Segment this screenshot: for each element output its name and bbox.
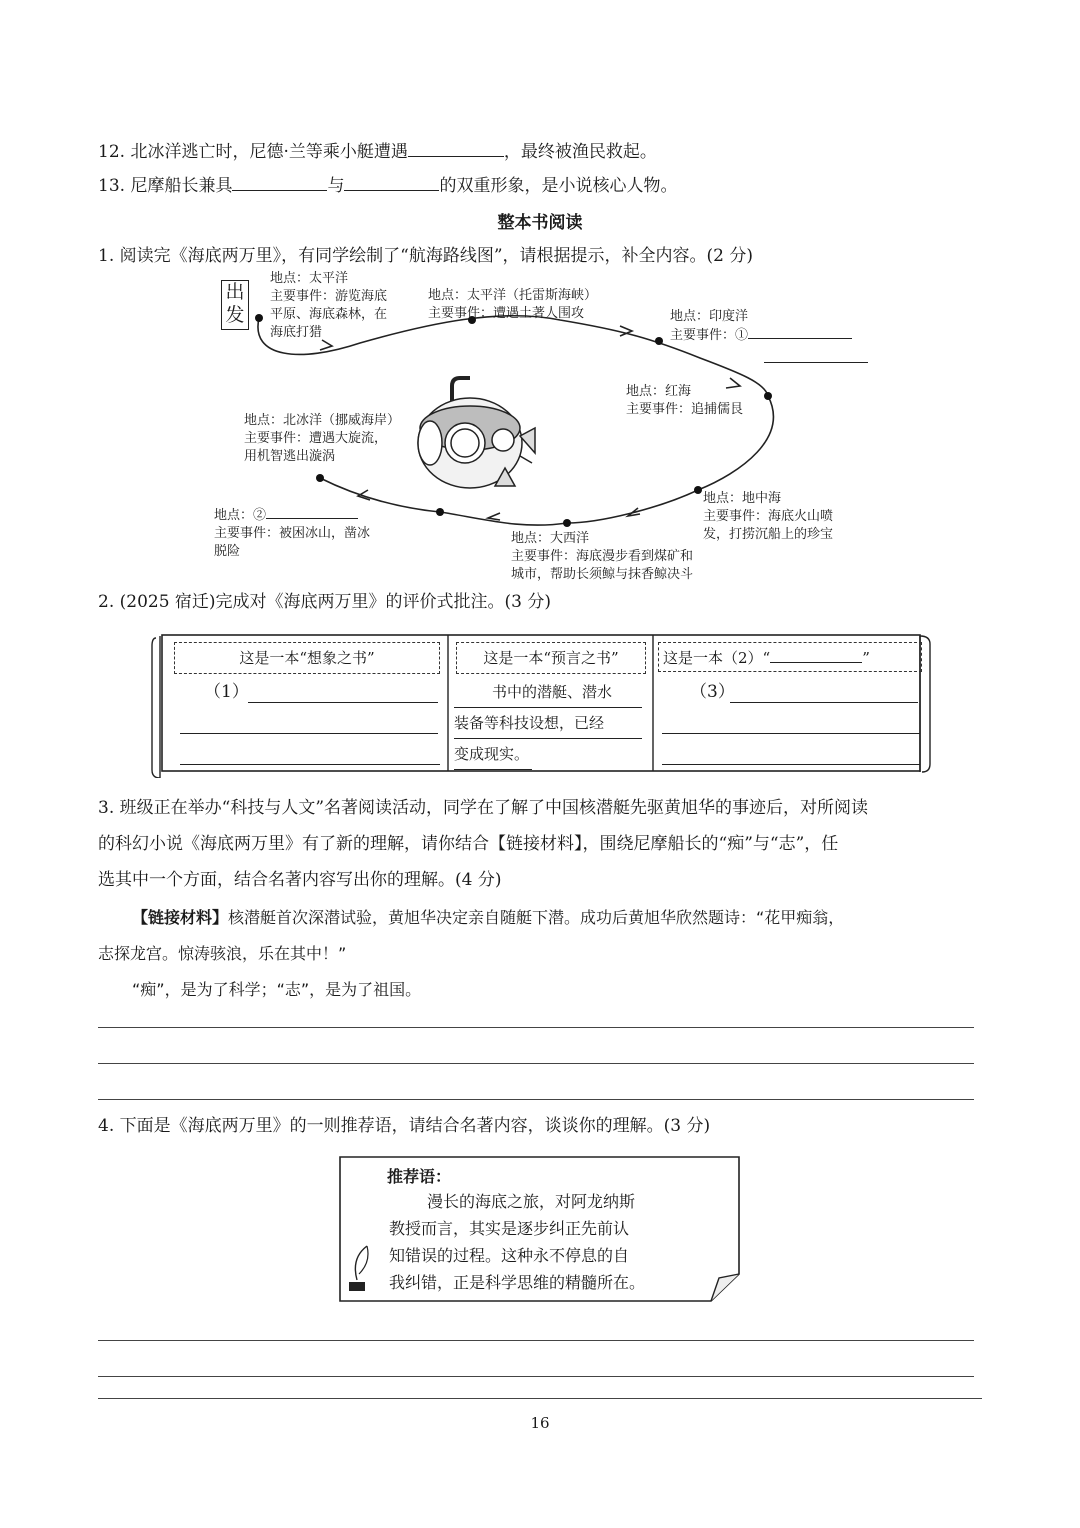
page-bottom-rule (98, 1398, 982, 1399)
stop-event-line: 主要事件：被困冰山，凿冰 (214, 526, 371, 541)
q13-text-after: 的双重形象，是小说核心人物。 (439, 176, 678, 196)
q1-stem: 1. 阅读完《海底两万里》，有同学绘制了“航海路线图”，请根据提示，补全内容。(2 分) (98, 246, 753, 266)
route-point-red-sea (764, 392, 772, 400)
stop-indian-ocean (670, 308, 852, 345)
q4-answer-line-2[interactable] (98, 1376, 974, 1377)
stop-location: 地点：② (214, 508, 267, 523)
submarine-icon (418, 378, 535, 488)
question-13 (98, 172, 677, 198)
stop-event-line: 发，打捞沉船上的珍宝 (703, 527, 834, 542)
stop-location: 地点：太平洋（托雷斯海峡） (428, 288, 598, 303)
q2-stem: 2. (2025 宿迁)完成对《海底两万里》的评价式批注。(3 分) (98, 592, 552, 612)
arrow-icon (488, 513, 500, 520)
col2-text-line: 变成现实。 (454, 739, 532, 770)
route-point-ice (436, 508, 444, 516)
stop-location: 地点：印度洋 (670, 309, 749, 324)
answer-blank-2[interactable] (266, 506, 358, 519)
arrow-icon (358, 490, 370, 500)
box-line: 我纠错，正是科学思维的精髓所在。 (389, 1273, 646, 1292)
col3-answer-line-3[interactable] (662, 764, 920, 765)
col3-title-blank[interactable] (770, 646, 862, 663)
q4-answer-line-1[interactable] (98, 1340, 974, 1341)
q3-answer-line-1[interactable] (98, 1027, 974, 1028)
start-label-char-1: 出 (225, 281, 245, 303)
material-line: 志探龙宫。惊涛骇浪，乐在其中！” (98, 944, 347, 963)
route-point-arctic (316, 474, 324, 482)
stop-event-line: 主要事件：海底火山喷 (703, 509, 834, 524)
answer-blank-1[interactable] (748, 326, 852, 339)
question-12 (98, 138, 657, 164)
stop-event-line: 用机智逃出漩涡 (244, 449, 336, 464)
q3-stem (98, 790, 988, 898)
stop-red-sea (626, 383, 743, 419)
q12-answer-blank[interactable] (408, 138, 504, 157)
col3-label (690, 680, 735, 704)
route-point-start (255, 314, 263, 322)
q12-text-after: ，最终被渔民救起。 (503, 142, 657, 162)
stop-location: 地点：地中海 (703, 491, 782, 506)
recommendation-box (339, 1156, 741, 1302)
col3-title-text: 这是一本（2）“ (663, 649, 771, 667)
q3-stem-line: 选其中一个方面，结合名著内容写出你的理解。(4 分) (98, 870, 502, 890)
start-label-box (221, 280, 249, 330)
stop-event-line: 主要事件：追捕儒艮 (626, 402, 744, 417)
col1-label-text: （1） (204, 682, 249, 702)
q3-stem-line: 3. 班级正在举办“科技与人文”名著阅读活动，同学在了解了中国核潜艇先驱黄旭华的事迹后，对所阅读 (98, 798, 869, 818)
stop-event-line: 主要事件：海底漫步看到煤矿和 (511, 549, 694, 564)
stop-event-line: 主要事件：遭遇大旋流， (244, 431, 388, 446)
stop-event-line: 海底打猎 (270, 325, 323, 340)
stop-event-line: 城市，帮助长须鲸与抹香鲸决斗 (511, 567, 694, 582)
col1-label (204, 680, 249, 704)
col3-label-text: （3） (690, 682, 735, 702)
stop-mediterranean (703, 490, 833, 544)
col2-text (454, 677, 642, 770)
stop-location: 地点：太平洋 (270, 271, 349, 286)
route-diagram (0, 268, 1080, 588)
box-line: 漫长的海底之旅，对阿龙纳斯 (427, 1192, 636, 1211)
stop-event-line: 平原、海底森林，在 (270, 307, 388, 322)
box-line: 知错误的过程。这种永不停息的自 (389, 1246, 630, 1265)
col3-title-quote: ” (862, 649, 870, 667)
answer-blank-1-line-2[interactable] (764, 362, 868, 363)
q13-answer-blank-2[interactable] (344, 172, 439, 191)
col1-answer-line-2[interactable] (180, 733, 438, 734)
route-point-indian (655, 337, 663, 345)
stop-location: 地点：红海 (626, 384, 692, 399)
stop-location: 地点：大西洋 (511, 531, 590, 546)
stop-pacific (270, 270, 387, 342)
stop-atlantic (511, 530, 693, 584)
col2-text-line: 装备等科技设想，已经 (454, 708, 642, 739)
col1-title: 这是一本“想象之书” (174, 642, 440, 674)
box-line: 教授而言，其实是逐步纠正先前认 (389, 1219, 630, 1238)
stop-arctic (244, 412, 400, 466)
quill-pen-icon (345, 1244, 375, 1294)
stop-torres-strait (428, 287, 597, 323)
q13-text-mid: 与 (327, 176, 345, 196)
box-title: 推荐语： (387, 1167, 452, 1186)
stop-event-line: 脱险 (214, 544, 241, 559)
stop-event-line: 主要事件：遭遇土著人围攻 (428, 306, 585, 321)
col2-title: 这是一本“预言之书” (456, 642, 646, 674)
material-note: “痴”，是为了科学；“志”，是为了祖国。 (132, 980, 422, 999)
col2-text-line: 书中的潜艇、潜水 (454, 677, 642, 708)
col3-answer-line-1[interactable] (730, 702, 918, 703)
stop-ice (214, 506, 370, 561)
q3-material (98, 900, 988, 1008)
stop-event-line: 主要事件：游览海底 (270, 289, 388, 304)
material-tag: 【链接材料】 (132, 908, 229, 927)
q3-answer-line-2[interactable] (98, 1063, 974, 1064)
col1-answer-line-3[interactable] (180, 764, 440, 765)
annotation-scroll (150, 632, 932, 778)
col1-answer-line-1[interactable] (248, 702, 438, 703)
material-line: 核潜艇首次深潜试验，黄旭华决定亲自随艇下潜。成功后黄旭华欣然题诗：“花甲痴翁， (228, 908, 845, 927)
stop-location: 地点：北冰洋（挪威海岸） (244, 413, 401, 428)
q13-answer-blank-1[interactable] (232, 172, 327, 191)
col3-title (658, 642, 922, 672)
q3-answer-line-3[interactable] (98, 1099, 974, 1100)
route-point-mediterranean (694, 486, 702, 494)
q3-stem-line: 的科幻小说《海底两万里》有了新的理解，请你结合【链接材料】，围绕尼摩船长的“痴”与“志”，任 (98, 834, 839, 854)
stop-event-line: 主要事件：① (670, 328, 749, 343)
box-body (389, 1188, 645, 1296)
section-title: 整本书阅读 (497, 213, 583, 233)
q4-stem: 4. 下面是《海底两万里》的一则推荐语，请结合名著内容，谈谈你的理解。(3 分) (98, 1116, 711, 1136)
page-number: 16 (530, 1414, 550, 1432)
q13-text-before: 13. 尼摩船长兼具 (98, 176, 233, 196)
start-label-char-2: 发 (225, 304, 245, 326)
route-point-atlantic (563, 519, 571, 527)
q12-text-before: 12. 北冰洋逃亡时，尼德·兰等乘小艇遭遇 (98, 142, 408, 162)
col3-answer-line-2[interactable] (662, 733, 920, 734)
